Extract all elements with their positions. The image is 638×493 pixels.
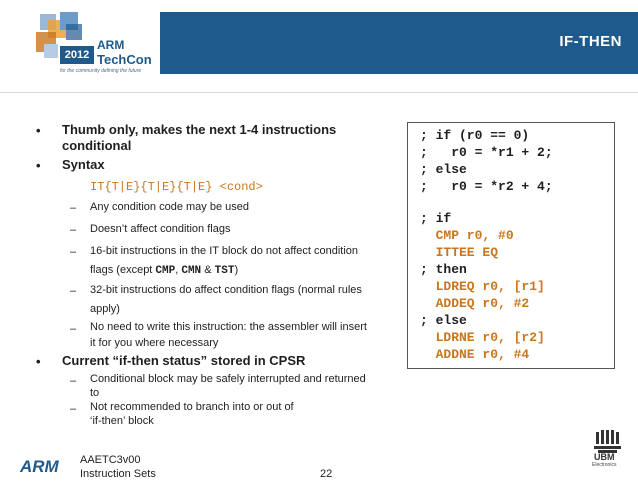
bullet-syntax: Syntax: [62, 157, 105, 172]
text-fragment: &: [201, 264, 215, 276]
sub-bullet-line: Not recommended to branch into or out of: [90, 401, 294, 413]
dash-icon: –: [70, 202, 77, 214]
code-line: ; if (r0 == 0): [420, 128, 530, 143]
arm-logo: ARM: [20, 457, 59, 476]
code-box: [407, 122, 615, 369]
header: [0, 0, 638, 90]
page-number: 22: [320, 468, 333, 480]
sub-bullet: Doesn’t affect condition flags: [90, 223, 231, 235]
code-line: ADDNE r0, #4: [420, 347, 530, 362]
bullet-text: conditional: [62, 138, 132, 153]
logo-brand: ARM: [97, 38, 125, 52]
dash-icon: –: [70, 323, 77, 335]
sub-bullet-line: ‘if-then’ block: [90, 415, 154, 427]
bullet-icon: •: [36, 158, 41, 173]
code-line: ITTEE EQ: [420, 245, 499, 260]
code-tst: TST: [214, 265, 235, 277]
syntax-line: IT{T|E}{T|E}{T|E} <cond>: [90, 180, 263, 194]
code-line: LDREQ r0, [r1]: [420, 279, 545, 294]
code-line: LDRNE r0, [r2]: [420, 330, 545, 345]
course-code: AAETC3v00: [80, 454, 141, 466]
sub-bullet-line: apply): [90, 303, 120, 315]
sub-bullet-16bit: [90, 242, 358, 281]
sub-bullet-line: it for you where necessary: [90, 337, 219, 349]
code-line: ; r0 = *r2 + 4;: [420, 179, 553, 194]
code-cmn: CMN: [181, 265, 202, 277]
techcon-logo: [34, 8, 156, 84]
ubm-logo-icon: [588, 430, 628, 475]
logo-tagline: for the community defining the future: [60, 68, 142, 74]
code-line: CMP r0, #0: [420, 228, 514, 243]
code-line: ; if: [420, 211, 452, 226]
code-line: ; else: [420, 162, 467, 177]
text-fragment: flags (except: [90, 264, 156, 276]
text-fragment: ): [234, 264, 239, 276]
sub-bullet-line: to: [90, 387, 100, 399]
svg-text:UBM: UBM: [594, 452, 615, 462]
sub-bullet-line: No need to write this instruction: the assembler will insert: [90, 321, 367, 333]
ubm-tagline: Electronics: [592, 462, 617, 468]
code-line: ; else: [420, 313, 467, 328]
sub-bullet-branch: [90, 400, 294, 428]
dash-icon: –: [70, 403, 77, 415]
sub-bullet-no-need: [90, 319, 367, 351]
bullet-icon: •: [36, 354, 41, 369]
bullet-text: Thumb only, makes the next 1-4 instructions: [62, 122, 337, 137]
sub-bullet: Any condition code may be used: [90, 201, 249, 213]
code-line: ADDEQ r0, #2: [420, 296, 530, 311]
title-bar: [160, 12, 638, 74]
sub-bullet-line: Conditional block may be safely interrupted and returned: [90, 373, 366, 385]
bullet-icon: •: [36, 123, 41, 138]
bullet-cpsr: Current “if-then status” stored in CPSR: [62, 353, 306, 368]
logo-year: 2012: [60, 46, 94, 64]
text-fragment: ,: [175, 264, 182, 276]
logo-event: TechCon: [97, 52, 152, 67]
code-line: ; r0 = *r1 + 2;: [420, 145, 553, 160]
code-cmp: CMP: [155, 265, 176, 277]
code-line: ; then: [420, 262, 467, 277]
course-title: Instruction Sets: [80, 468, 156, 480]
dash-icon: –: [70, 375, 77, 387]
course-info: [80, 453, 156, 481]
dash-icon: –: [70, 246, 77, 258]
sub-bullet-line: 16-bit instructions in the IT block do not affect condition: [90, 245, 359, 257]
sub-bullet-32bit: [90, 281, 362, 319]
sub-bullet-line: [90, 261, 358, 281]
bullet-thumb-only: [62, 122, 336, 154]
sub-bullet-line: 32-bit instructions do affect condition flags (normal rules: [90, 284, 362, 296]
slide-title: IF-THEN: [559, 33, 622, 50]
header-divider: [0, 92, 638, 93]
dash-icon: –: [70, 285, 77, 297]
sub-bullet-interrupt: [90, 372, 366, 400]
dash-icon: –: [70, 224, 77, 236]
